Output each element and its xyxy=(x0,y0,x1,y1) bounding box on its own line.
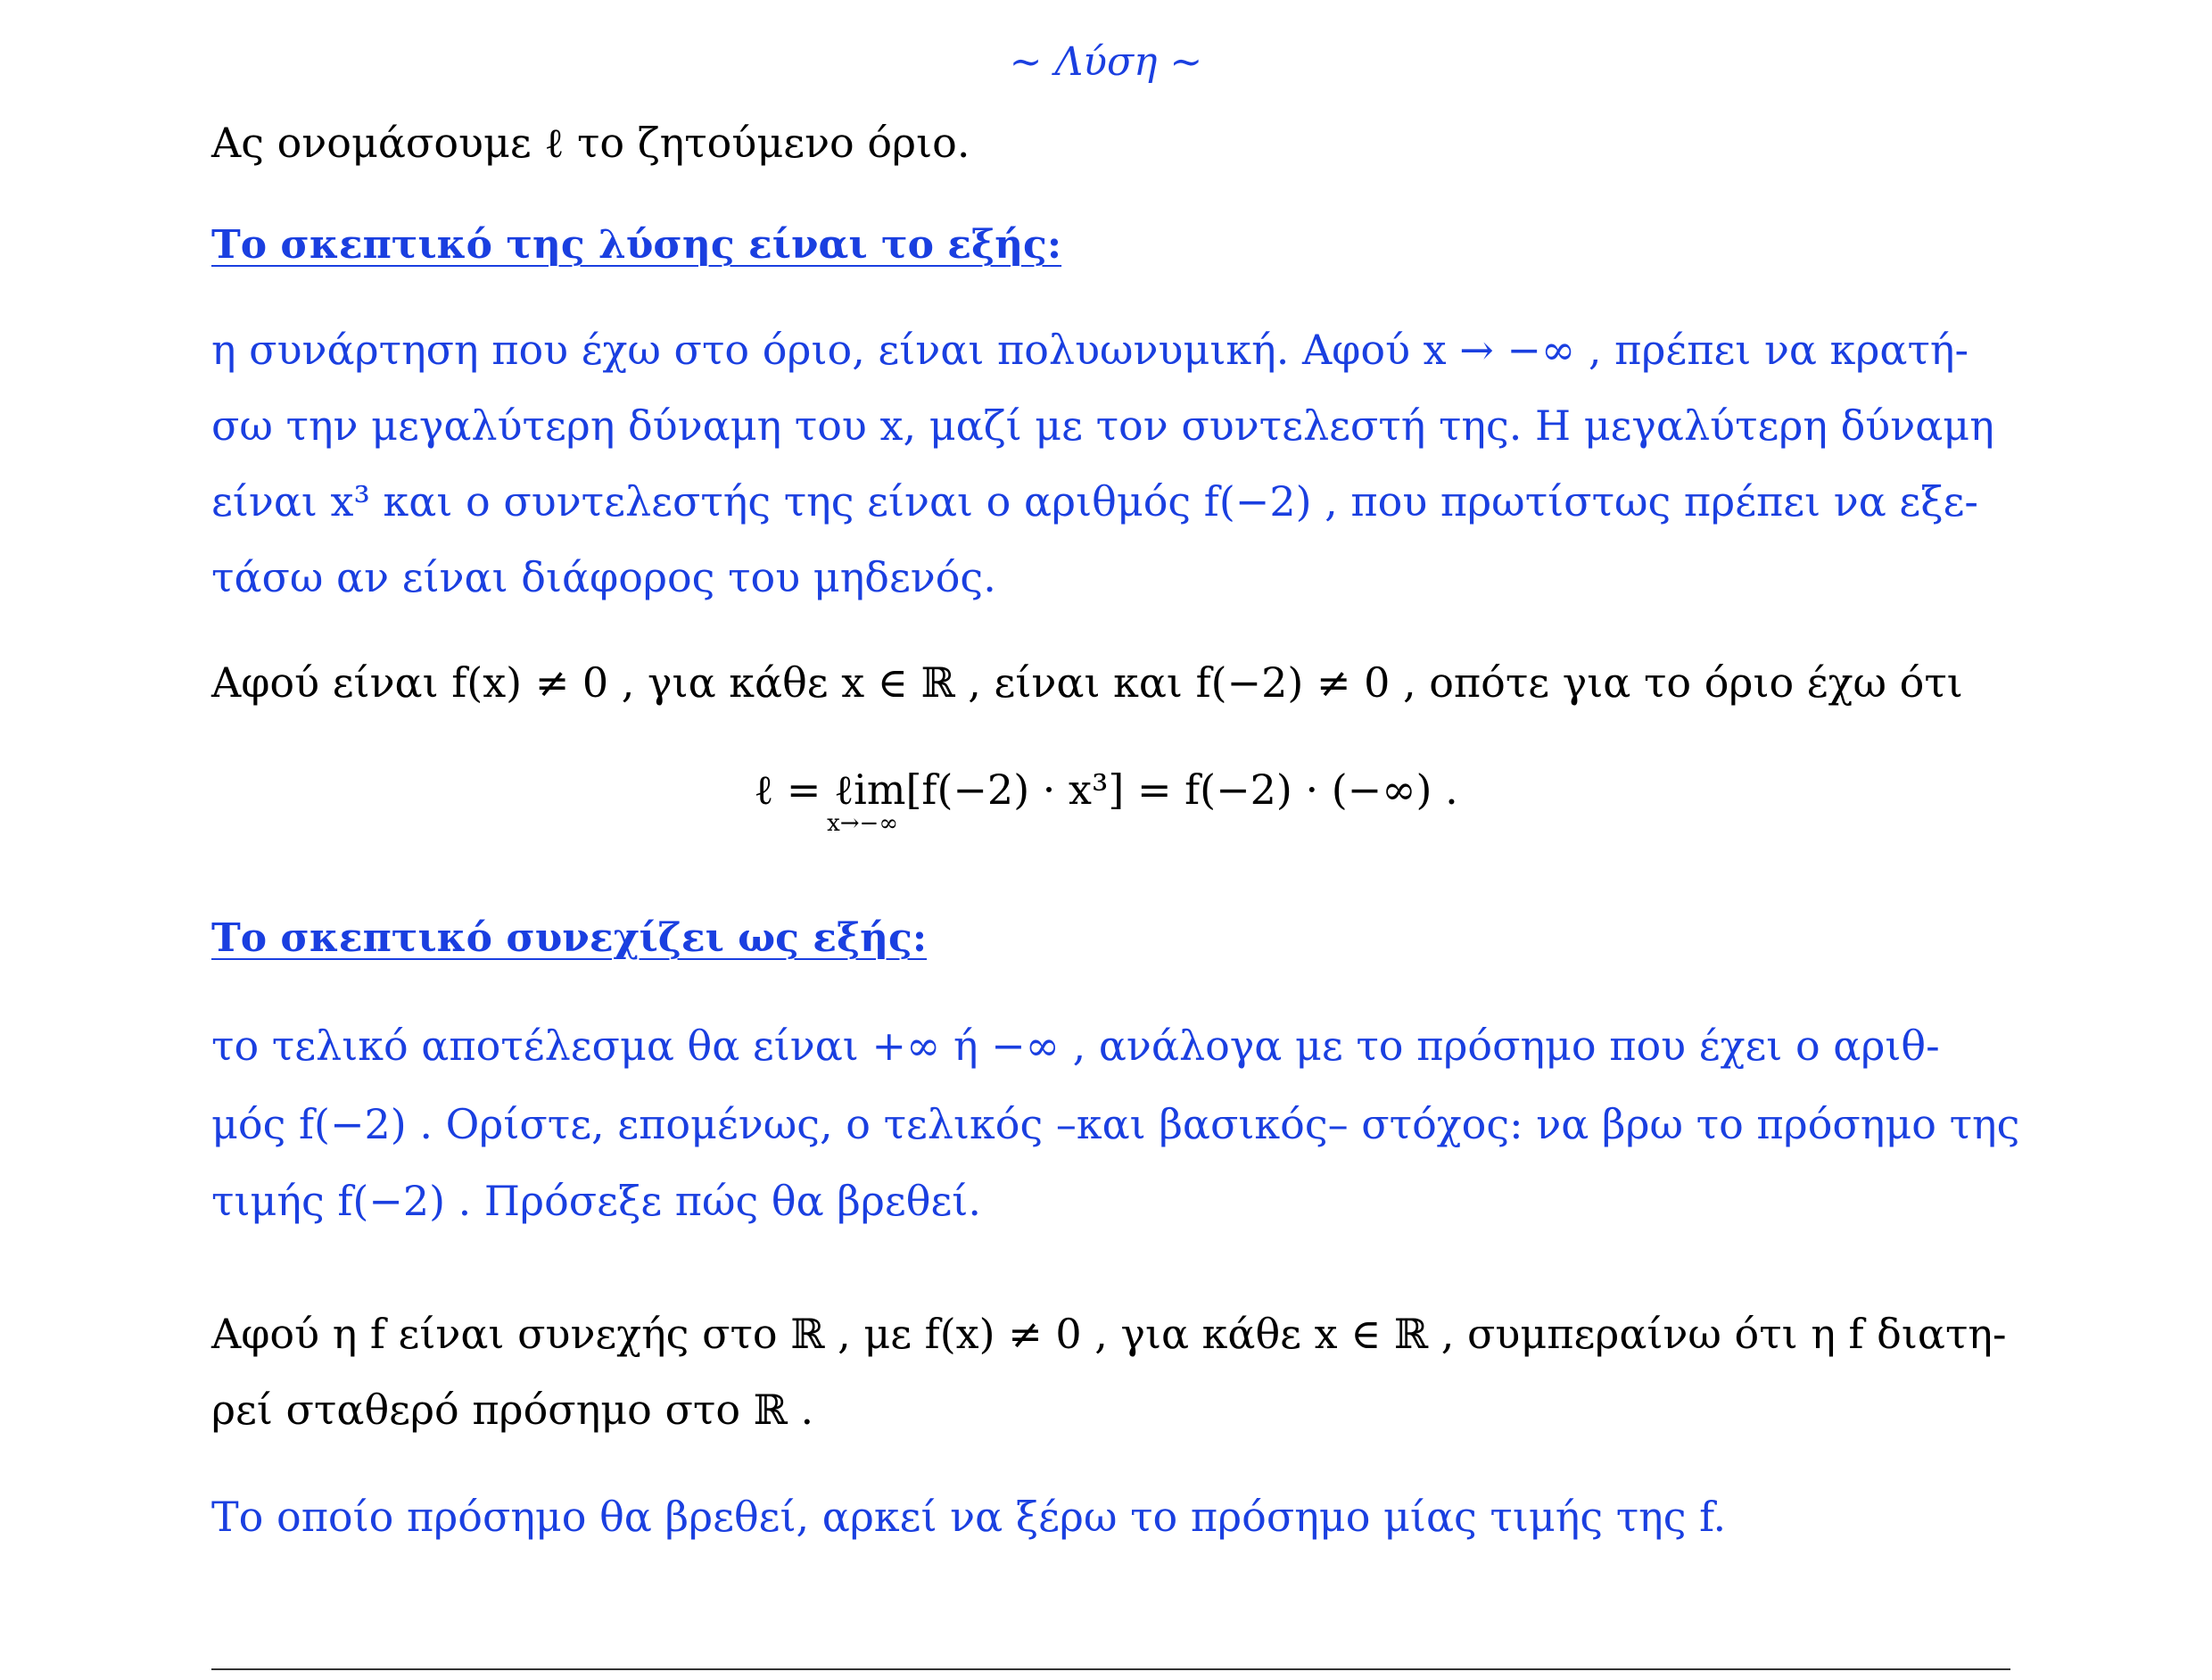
solution-title: ~ Λύση ~ xyxy=(1009,39,1203,85)
limit-symbol: ℓim xyxy=(834,766,906,814)
heading-reasoning: Το σκεπτικό της λύσης είναι το εξής: xyxy=(211,222,1062,268)
reasoning-line-4: τάσω αν είναι διάφορος του μηδενός. xyxy=(211,553,996,601)
intro-text: Ας ονομάσουμε ℓ το ζητούμενο όριο. xyxy=(211,119,970,167)
reasoning-line-3: είναι x³ και ο συντελεστής της είναι ο αριθμός f(−2) , που πρωτίστως πρέπει να εξε- xyxy=(211,477,1978,526)
equation-body: [f(−2) · x³] = f(−2) · (−∞) . xyxy=(905,766,1458,814)
continuation-line-1: το τελικό αποτέλεσμα θα είναι +∞ ή −∞ , ανάλογα με το πρόσημο που έχει ο αριθ- xyxy=(211,1022,1940,1070)
limit-operator xyxy=(827,763,906,837)
reasoning-line-2: σω την μεγαλύτερη δύναμη του x, μαζί με τον συντελεστή της. Η μεγαλύτερη δύναμη xyxy=(211,401,1994,450)
bottom-rule xyxy=(211,1668,2010,1670)
limit-equation xyxy=(0,763,2212,837)
reasoning-line-1: η συνάρτηση που έχω στο όριο, είναι πολυωνυμική. Αφού x → −∞ , πρέπει να κρατή- xyxy=(211,326,1969,374)
continuation-line-3: τιμής f(−2) . Πρόσεξε πώς θα βρεθεί. xyxy=(211,1177,981,1225)
heading-continuation: Το σκεπτικό συνεχίζει ως εξής: xyxy=(211,915,928,961)
limit-subscript: x→−∞ xyxy=(827,810,898,837)
continuity-line-1: Αφού η f είναι συνεχής στο ℝ , με f(x) ≠ 0 , για κάθε x ∈ ℝ , συμπεραίνω ότι η f διατη- xyxy=(211,1310,2007,1358)
continuation-line-2: μός f(−2) . Ορίστε, επομένως, ο τελικός –και βασικός– στόχος: να βρω το πρόσημο της xyxy=(211,1100,2020,1148)
sign-conclusion: Το οποίο πρόσημο θα βρεθεί, αρκεί να ξέρω το πρόσημο μίας τιμής της f. xyxy=(211,1493,1727,1541)
limit-statement: Αφού είναι f(x) ≠ 0 , για κάθε x ∈ ℝ , είναι και f(−2) ≠ 0 , οπότε για το όριο έχω ότι xyxy=(211,658,1963,707)
equation-lhs: ℓ = xyxy=(754,766,835,814)
continuity-line-2: ρεί σταθερό πρόσημο στο ℝ . xyxy=(211,1386,814,1434)
